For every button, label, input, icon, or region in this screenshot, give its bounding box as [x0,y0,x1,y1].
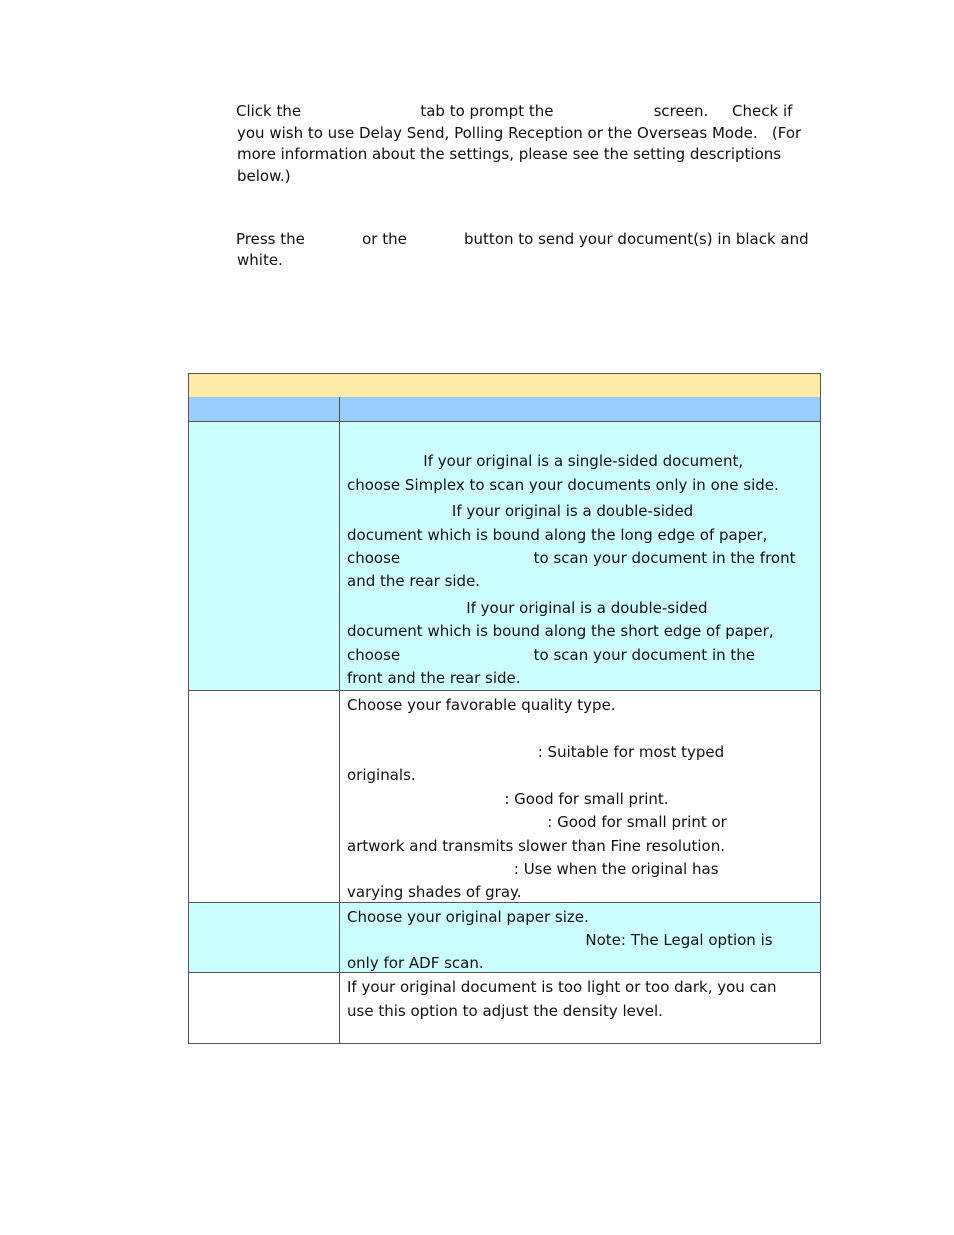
para1-line-1: Click the tab to prompt the screen. Check if [236,102,793,120]
para2-line-2: white. [237,251,283,269]
para1-line-4: below.) [237,167,291,185]
para2-line-1: Press the or the button to send your document(s) in black and [236,230,809,248]
table-left-border [188,397,189,1044]
table-title-bar [188,373,821,398]
row-1-line-2: choose Simplex to scan your documents only in one side. [347,476,779,494]
row-2-line-5: : Good for small print. [347,790,669,808]
row-2-line-4: originals. [347,766,416,784]
row-2-line-3: : Suitable for most typed [347,743,725,761]
row-1-line-4: document which is bound along the long edge of paper, [347,526,768,544]
para1-line-3: more information about the settings, please see the setting descriptions [237,145,782,163]
row-4-line-1: If your original document is too light or too dark, you can [347,978,777,996]
table-column-divider [339,397,340,1044]
row-3-line-3: only for ADF scan. [347,954,484,972]
table-header-row [188,397,821,422]
row-1-line-3: If your original is a double-sided [347,502,694,520]
row-1-line-8: document which is bound along the short edge of paper, [347,622,774,640]
row-1-line-9: choose to scan your document in the [347,646,756,664]
row-2-line-1: Choose your favorable quality type. [347,696,616,714]
row-3-line-1: Choose your original paper size. [347,908,589,926]
row-2-line-9: varying shades of gray. [347,883,522,901]
table-right-border [820,397,821,1044]
row-1-line-7: If your original is a double-sided [347,599,708,617]
row-1-line-6: and the rear side. [347,572,481,590]
row-3-line-2: Note: The Legal option is [347,931,773,949]
row-2-line-7: artwork and transmits slower than Fine resolution. [347,837,725,855]
row-1-line-10: front and the rear side. [347,669,521,687]
row-1-line-5: choose to scan your document in the front [347,549,796,567]
para1-line-2: you wish to use Delay Send, Polling Reception or the Overseas Mode. (For [237,124,802,142]
row-4-line-2: use this option to adjust the density level. [347,1002,663,1020]
row-2-line-6: : Good for small print or [347,813,727,831]
row-2-line-8: : Use when the original has [347,860,719,878]
row-1-line-1: If your original is a single-sided document, [347,452,744,470]
